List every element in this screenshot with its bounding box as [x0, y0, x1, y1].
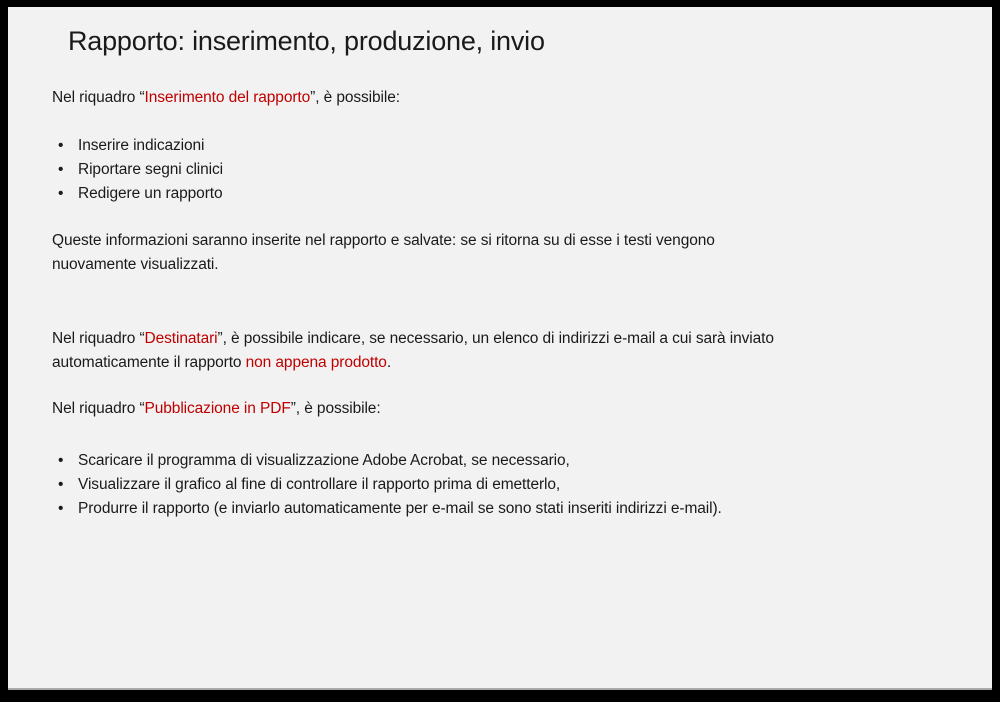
slide-body	[52, 86, 932, 521]
list-item: • Inserire indicazioni	[52, 134, 932, 158]
paragraph-inserimento-rapporto: Nel riquadro “Inserimento del rapporto”, è possibile:	[52, 89, 400, 106]
list-item: • Scaricare il programma di visualizzazione Adobe Acrobat, se necessario,	[52, 449, 932, 473]
list-item: • Riportare segni clinici	[52, 158, 932, 182]
list-item: • Redigere un rapporto	[52, 182, 932, 206]
paragraph-pubblicazione-pdf: Nel riquadro “Pubblicazione in PDF”, è possibile:	[52, 400, 381, 417]
paragraph-salvataggio: Queste informazioni saranno inserite nel rapporto e salvate: se si ritorna su di esse i testi vengono nuovamente visualizzati.	[52, 232, 715, 273]
bullet-list-inserimento	[52, 134, 932, 206]
paragraph-destinatari: Nel riquadro “Destinatari”, è possibile indicare, se necessario, un elenco di indirizzi e-mail a cui sarà inviato automaticamente il rapporto non appena prodotto.	[52, 330, 774, 371]
slide-title: Rapporto: inserimento, produzione, invio	[68, 26, 545, 56]
list-item: • Produrre il rapporto (e inviarlo automaticamente per e-mail se sono stati inseriti indirizzi e-mail).	[52, 497, 932, 521]
slide	[8, 7, 992, 690]
list-item: • Visualizzare il grafico al fine di controllare il rapporto prima di emetterlo,	[52, 473, 932, 497]
bullet-list-pubblicazione	[52, 449, 932, 521]
